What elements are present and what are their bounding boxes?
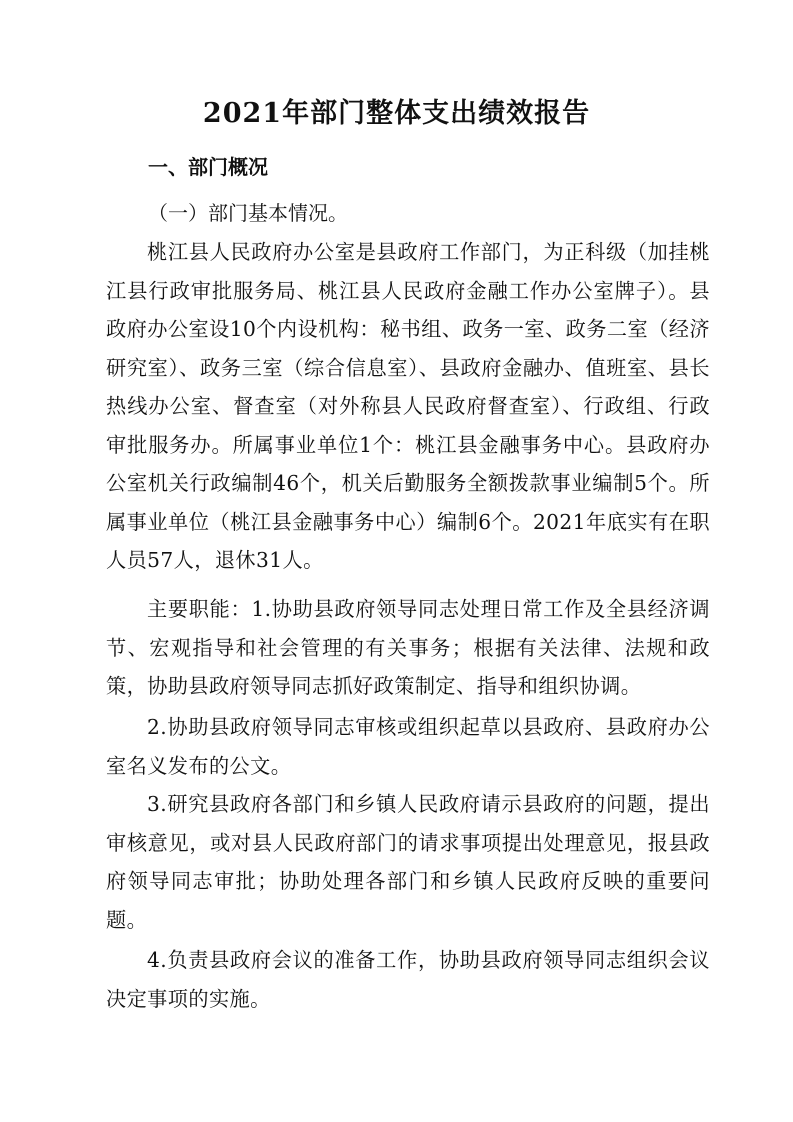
section-heading: 一、部门概况	[148, 155, 268, 179]
subsection-heading: （一）部门基本情况。	[148, 201, 348, 225]
document-title: 2021年部门整体支出绩效报告	[202, 98, 591, 129]
paragraph-function-3: 3.研究县政府各部门和乡镇人民政府请示县政府的问题，提出审核意见，或对县人民政府部门的请求事项提出处理意见，报县政府领导同志审批；协助处理各部门和乡镇人民政府反映的重要问题。	[106, 792, 710, 932]
paragraph-function-4: 4.负责县政府会议的准备工作，协助县政府领导同志组织会议决定事项的实施。	[106, 948, 710, 1011]
paragraph-function-2: 2.协助县政府领导同志审核或组织起草以县政府、县政府办公室名义发布的公文。	[106, 715, 710, 778]
paragraph-department-overview: 桃江县人民政府办公室是县政府工作部门，为正科级（加挂桃江县行政审批服务局、桃江县人民政府金融工作办公室牌子）。县政府办公室设10个内设机构：秘书组、政务一室、政务二室（经济研究室）、政务三室（综合信息室）、县政府金融办、值班室、县长热线办公室、督查室（对外称县人民政府督查室）、行政组、行政审批服务办。所属事业单位1个：桃江县金融事务中心。县政府办公室机关行政编制46个，机关后勤服务全额拨款事业编制5个。所属事业单位（桃江县金融事务中心）编制6个。2021年底实有在职人员57人，退休31人。	[106, 240, 710, 572]
paragraph-main-functions: 主要职能：1.协助县政府领导同志处理日常工作及全县经济调节、宏观指导和社会管理的有关事务；根据有关法律、法规和政策，协助县政府领导同志抓好政策制定、指导和组织协调。	[106, 597, 710, 698]
